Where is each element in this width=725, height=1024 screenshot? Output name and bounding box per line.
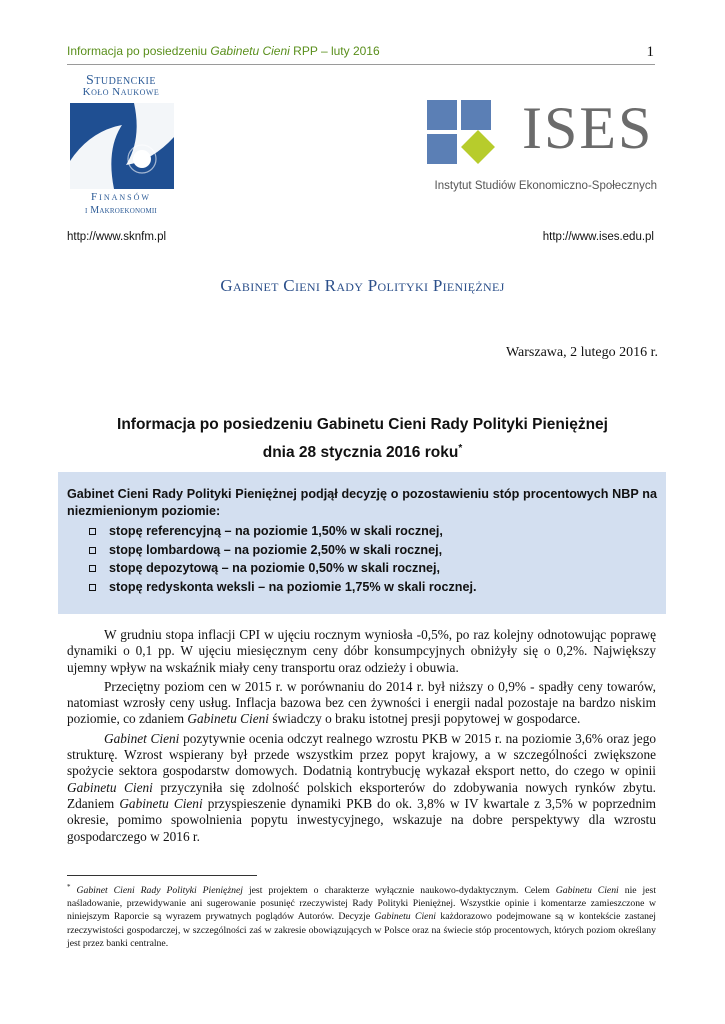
paragraph-text: pozytywnie ocenia odczyt realnego wzrostu PKB w 2015 r. na poziomie 3,6% oraz jego strukturę. Wzrost wspierany był przede wszystkim przez popyt krajowy, a w szczególności zwiększone spożycie sektora gospodarstw domowych. Dodatnią kontrybucję wykazał eksport netto, do czego w opinii [67,730,656,779]
sknfm-url-link[interactable]: http://www.sknfm.pl [67,231,167,243]
running-header [67,44,380,58]
running-header-suffix: RPP – luty 2016 [289,44,380,58]
rate-list [85,522,655,596]
footnote-text: jest projektem o charakterze wyłącznie naukowo-dydaktycznym. Celem [242,885,556,897]
ises-wordmark: ISES [522,95,654,161]
ises-square-icon [427,100,457,130]
list-item [85,541,655,559]
paragraph-text: przyczyniła się zdolność polskich eksporterów do zdobywania nowych rynków zbytu. Zdaniem [67,779,656,811]
checkbox-bullet-icon [89,584,96,591]
footnote-rule [67,875,257,876]
decision-intro: Gabinet Cieni Rady Polityki Pieniężnej podjął decyzję o pozostawieniu stóp procentowych NBP na niezmienionym poziomie: [67,487,657,518]
main-heading-line1: Informacja po posiedzeniu Gabinetu Cieni Rady Polityki Pieniężnej [117,416,608,433]
ises-square-icon [427,134,457,164]
checkbox-bullet-icon [89,565,96,572]
ises-url-link[interactable]: http://www.ises.edu.pl [542,231,654,243]
list-item [85,522,655,540]
ises-square-icon [461,100,491,130]
rate-text: stopę referencyjną – na poziomie 1,50% w skali rocznej, [109,524,443,538]
paragraph-emphasis: Gabinet Cieni [104,730,180,746]
sknfm-logo [67,69,177,221]
paragraph-text: świadczy o braku istotnej presji popytowej w gospodarce. [269,711,581,727]
main-heading-date: dnia 28 stycznia 2016 roku [262,444,459,462]
decision-box [58,472,666,614]
paragraph-emphasis: Gabinetu Cieni [187,711,269,727]
page-number: 1 [646,44,654,60]
footnote-marker: * [458,443,463,454]
footnote [67,881,656,950]
footnote-text: każdorazowo podejmowane są w kontekście zastanej rzeczywistości gospodarczej, w szczególności zaś w zakresie obowiązujących w Polsce oraz na świecie stóp procentowych, których poziom określany jest przez banki centralne. [67,911,656,949]
footnote-emphasis: Gabinetu Cieni [374,911,436,923]
footnote-text: nie jest naśladowanie, przewidywanie ani sugerowanie posunięć rzeczywistej Rady Polityki Pieniężnej. Wszystkie opinie i komentarze zamieszczone w niniejszym Raporcie są wyrazem prywatnych poglądów Autorów. Decyzje [67,885,657,923]
body-text [67,627,656,848]
list-item [85,578,655,596]
ises-subtitle: Instytut Studiów Ekonomiczno-Społecznych [434,180,657,192]
ises-logo [427,95,657,198]
rate-text: stopę depozytową – na poziomie 0,50% w skali rocznej, [109,561,441,575]
running-header-prefix: Informacja po posiedzeniu [67,44,211,58]
footnote-marker: * [67,883,71,891]
date-line: Warszawa, 2 lutego 2016 r. [505,345,658,360]
rate-text: stopę lombardową – na poziomie 2,50% w skali rocznej, [109,542,443,557]
footnote-emphasis: Gabinet Cieni Rady Polityki Pieniężnej [76,885,243,897]
sknfm-logo-line4: i Makroekonomii [85,205,157,216]
paragraph-emphasis: Gabinetu Cieni [67,779,153,795]
document-title: Gabinet Cieni Rady Polityki Pieniężnej [220,276,505,295]
paragraph-emphasis: Gabinetu Cieni [119,795,203,811]
footnote-emphasis: Gabinetu Cieni [555,885,619,897]
paragraph-gdp [67,731,656,845]
list-item [85,559,655,577]
checkbox-bullet-icon [89,528,96,535]
sknfm-logo-line1: Studenckie [86,73,156,88]
paragraph-text: przyspieszenie dynamiki PKB do ok. 3,8% w IV kwartale z 3,5% w poprzednim okresie, pomimo spowolnienia popytu inwestycyjnego, wskazuje na dobre perspektywy dla wzrostu gospodarczego w 2016 r. [67,795,657,844]
header-rule [67,64,655,65]
paragraph-prices [67,679,656,728]
main-heading [67,413,658,465]
rate-text: stopę redyskonta weksli – na poziomie 1,75% w skali rocznej. [109,579,477,594]
sknfm-logo-line2: Koło Naukowe [82,86,160,98]
sknfm-logo-line3: Finansów [91,191,151,203]
checkbox-bullet-icon [89,547,96,554]
running-header-italic: Gabinetu Cieni [210,44,290,58]
paragraph-text: Przeciętny poziom cen w 2015 r. w porównaniu do 2014 r. był niższy o 0,9% - spadły ceny towarów, natomiast wzrosły ceny usług. Inflacja bazowa bez cen żywności i energii nadal pozostaje na bardzo niskim poziomie, co zdaniem [67,678,656,727]
paragraph-inflation: W grudniu stopa inflacji CPI w ujęciu rocznym wyniosła -0,5%, po raz kolejny odnotowując poprawę dynamiki o 0,1 pp. W ujęciu miesięcznym ceny dóbr konsumpcyjnych obniżyły się o 0,2%. Największy ujemny wpływ na wskaźnik miały ceny transportu oraz odzieży i obuwia. [67,627,656,675]
main-heading-line2 [67,437,658,465]
ises-diamond-icon [461,130,495,164]
sknfm-emblem-icon [70,103,174,189]
